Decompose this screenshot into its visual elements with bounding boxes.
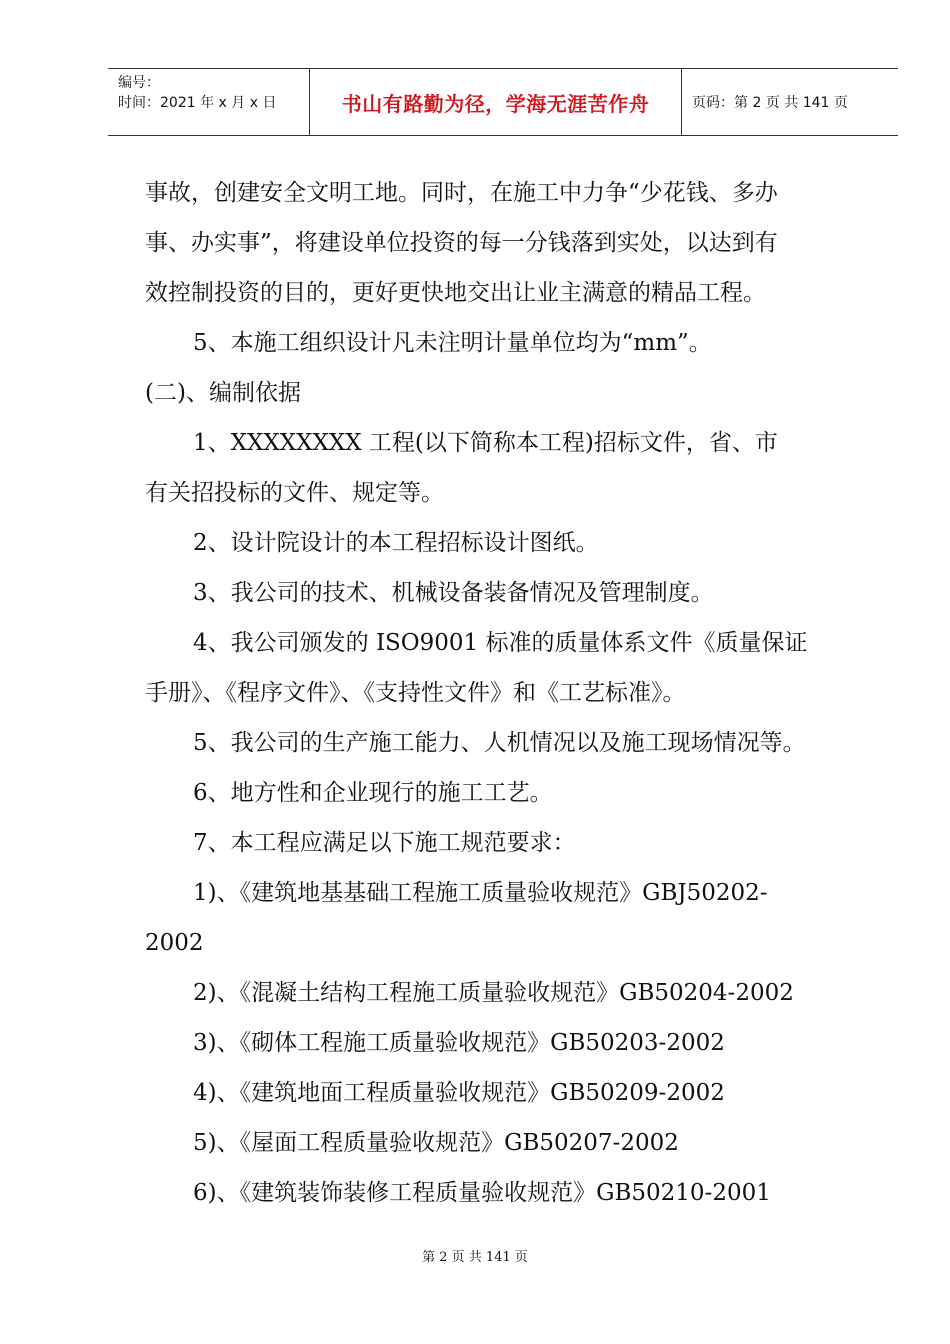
paragraph-line: 有关招投标的文件、规定等。 xyxy=(145,480,444,506)
header-meta xyxy=(108,69,310,135)
document-time-label: 时间：2021 年 x 月 x 日 xyxy=(118,95,277,111)
page-footer: 第 2 页 共 141 页 xyxy=(422,1250,528,1265)
paragraph-line: 5、我公司的生产施工能力、人机情况以及施工现场情况等。 xyxy=(193,730,806,756)
paragraph-line: 6、地方性和企业现行的施工工艺。 xyxy=(193,780,553,806)
paragraph-line: 事故，创建安全文明工地。同时，在施工中力争“少花钱、多办 xyxy=(145,180,778,206)
paragraph-line: 7、本工程应满足以下施工规范要求： xyxy=(193,830,576,856)
document-number-label: 编号： xyxy=(118,75,160,91)
paragraph-line: 4)、《建筑地面工程质量验收规范》GB50209-2002 xyxy=(193,1080,725,1106)
paragraph-line: 1、XXXXXXXX 工程(以下简称本工程)招标文件，省、市 xyxy=(193,430,778,456)
page-header xyxy=(108,68,898,136)
paragraph-line: 6)、《建筑装饰装修工程质量验收规范》GB50210-2001 xyxy=(193,1180,771,1206)
paragraph-line: 效控制投资的目的，更好更快地交出让业主满意的精品工程。 xyxy=(145,280,766,306)
paragraph-line: 事、办实事”，将建设单位投资的每一分钱落到实处，以达到有 xyxy=(145,230,778,256)
document-body xyxy=(145,168,865,1218)
paragraph-line: 2)、《混凝土结构工程施工质量验收规范》GB50204-2002 xyxy=(193,980,794,1006)
paragraph-line: 5)、《屋面工程质量验收规范》GB50207-2002 xyxy=(193,1130,679,1156)
header-page-info: 页码：第 2 页 共 141 页 xyxy=(692,95,848,111)
paragraph-line: 3)、《砌体工程施工质量验收规范》GB50203-2002 xyxy=(193,1030,725,1056)
paragraph-line: 3、我公司的技术、机械设备装备情况及管理制度。 xyxy=(193,580,714,606)
paragraph-line: 5、本施工组织设计凡未注明计量单位均为“mm”。 xyxy=(193,330,712,356)
paragraph-line: 2002 xyxy=(145,930,204,956)
paragraph-line: 4、我公司颁发的 ISO9001 标准的质量体系文件《质量保证 xyxy=(193,630,808,656)
paragraph-line: 手册》、《程序文件》、《支持性文件》和《工艺标准》。 xyxy=(145,680,686,706)
paragraph-line: (二)、编制依据 xyxy=(145,380,301,406)
header-motto: 书山有路勤为径，学海无涯苦作舟 xyxy=(310,69,682,135)
paragraph-line: 2、设计院设计的本工程招标设计图纸。 xyxy=(193,530,599,556)
paragraph-line: 1)、《建筑地基基础工程施工质量验收规范》GBJ50202- xyxy=(193,880,768,906)
